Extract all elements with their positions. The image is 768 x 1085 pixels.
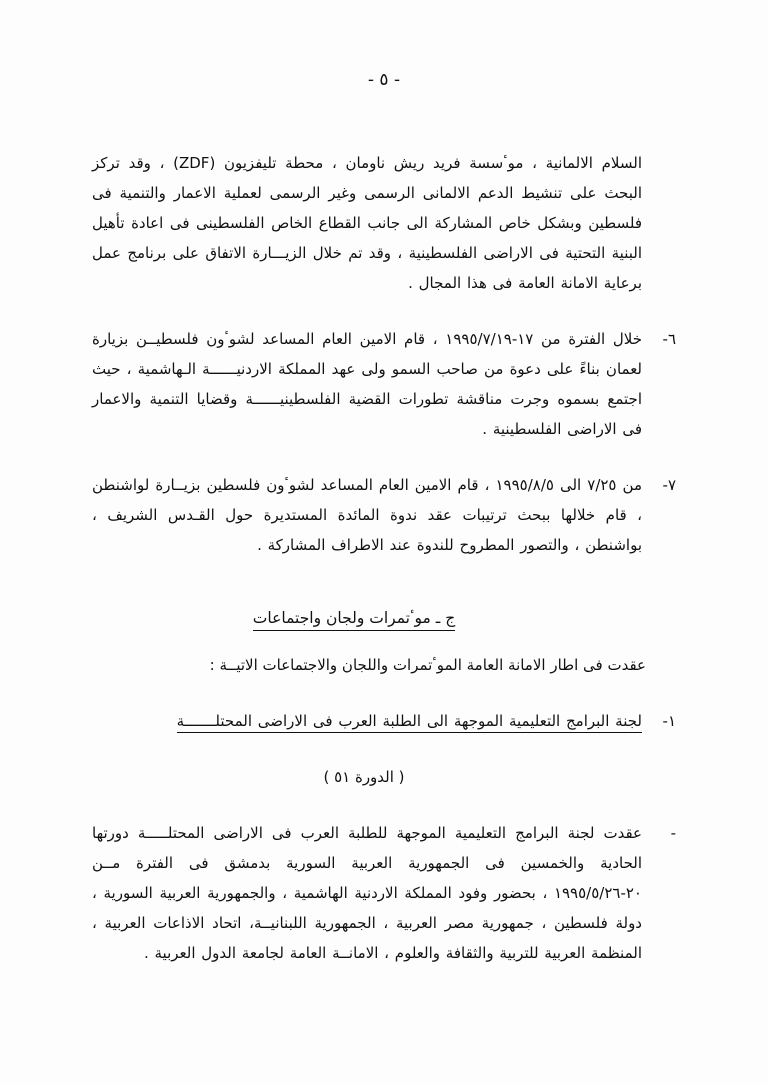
list-item-title: لجنة البرامج التعليمية الموجهة الى الطلبة العرب فى الاراضى المحتلـــــــة — [177, 712, 642, 733]
paragraph-marker: ٦- — [662, 330, 676, 348]
list-item-marker: ١- — [662, 712, 676, 730]
paragraph-continuation — [92, 148, 676, 298]
paragraph-marker: - — [670, 824, 676, 842]
paragraph-text: السلام الالمانية ، موٴسسة فريد ريش ناومان ، محطة تليفزيون (ZDF) ، وقد تركز البحث على تنشيط الدعم الالمانى الرسمى وغير الرسمى لعملية الاعمار والتنمية فى فلسطين وبشكل خاص المشاركة الى جانب القطاع الخاص الفلسطينى فى اعادة تأهيل البنية التحتية فى الاراضى الفلسطينية ، وقد تم خلال الزيـــارة الاتفاق على برنامج عمل برعاية الامانة العامة فى هذا المجال . — [92, 154, 642, 292]
paragraph-marker: ٧- — [662, 476, 676, 494]
page-number: - ٥ - — [367, 70, 401, 90]
paragraph-text: عقدت لجنة البرامج التعليمية الموجهة للطلبة العرب فى الاراضى المحتلـــــة دورتها الحادية والخمسين فى الجمهورية العربية السورية بدمشق فى الفترة مــن ٢٠-١٩٩٥/٥/٢٦ ، بحضور وفود المملكة الاردنية الهاشمية ، والجمهورية العربية السورية ، دولة فلسطين ، جمهورية مصر العربية ، الجمهورية اللبنانيــة، اتحاد الاذاعات العربية ، المنظمة العربية للتربية والثقافة والعلوم ، الامانــة العامة لجامعة الدول العربية . — [92, 824, 642, 962]
paragraph-text: خلال الفترة من ١٧-١٩٩٥/٧/١٩ ، قام الامين العام المساعد لشوٴون فلسطيــن بزيارة لعمان بناءً على دعوة من صاحب السمو ولى عهد المملكة الاردنيــــــة الـهاشمية ، حيث اجتمع بسموه وجرت مناقشة تطورات القضية الفلسطينيــــــة وقضايا التنمية والاعمار فى الاراضى الفلسطينية . — [92, 330, 642, 438]
section-intro-line: عقدت فى اطار الامانة العامة الموٴتمرات واللجان والاجتماعات الاتيــة : — [209, 656, 646, 674]
paragraph-item-6 — [92, 324, 676, 444]
paragraph-text: من ٧/٢٥ الى ١٩٩٥/٨/٥ ، قام الامين العام المساعد لشوٴون فلسطين بزيــارة لواشنطن ، قام خلالها ببحث ترتيبات عقد ندوة المائدة المستديرة حول القـدس الشريف ، بواشنطن ، والتصور المطروح للندوة عند الاطراف المشاركة . — [92, 476, 642, 554]
section-heading — [92, 604, 676, 632]
paragraph-item-7 — [92, 470, 676, 560]
final-paragraph — [92, 818, 676, 968]
session-line: ( الدورة ٥١ ) — [323, 768, 405, 786]
list-item-1 — [92, 706, 676, 736]
section-heading-text: ج ـ موٴتمرات ولجان واجتماعات — [253, 609, 455, 631]
